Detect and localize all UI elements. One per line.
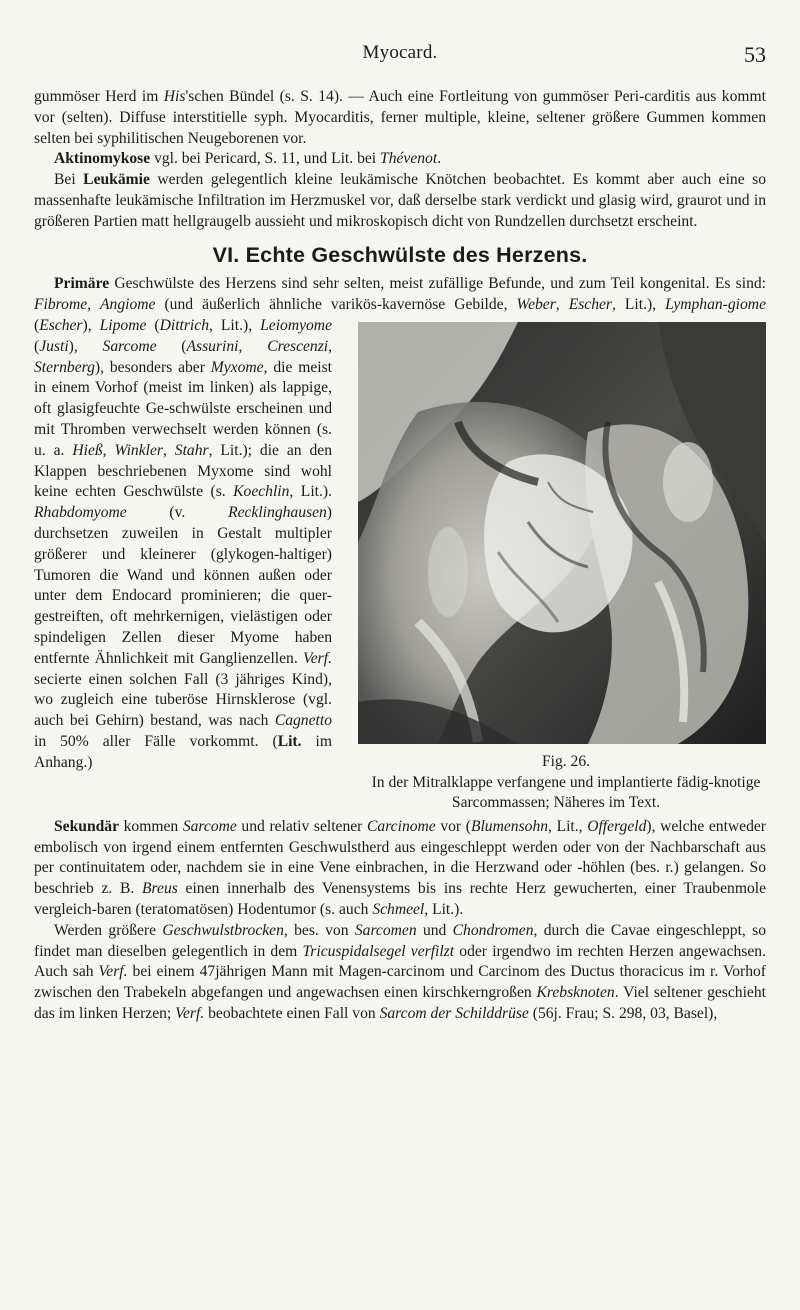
heart-specimen-photo [358, 322, 766, 744]
section-heading: VI. Echte Geschwülste des Herzens. [212, 242, 588, 267]
paragraph-geschwulstbrocken: Werden größere Geschwulstbrocken, bes. von Sarcomen und Chondromen, durch die Cavae eingeschleppt, so findet man dieselben gelegentlich in dem Tricuspidalsegel verfilzt oder irgendwo im rechten Herzen angewachsen. Auch sah Verf. bei einem 47jährigen Mann mit Magen-carcinom und Carcinom des Ductus thoracicus im r. Vorhof zwischen den Trabekeln abgefangen und angewachsen einen kirschkerngroßen Krebsknoten. Viel seltener geschieht das im linken Herzen; Verf. beobachtete einen Fall von Sarcom der Schilddrüse (56j. Frau; S. 298, 03, Basel), [34, 921, 767, 1022]
figure-label: Fig. 26. [541, 752, 591, 770]
page-header [34, 42, 766, 72]
running-title: Myocard. [362, 42, 438, 63]
figure-26 [346, 322, 766, 813]
paragraph-syphilis: gummöser Herd im His'schen Bündel (s. S. 14). — Auch eine Fortleitung von gummöser Peri-carditis aus kommt vor (selten). Diffuse interstitielle syph. Myocarditis, ferner multiple, kleine, seltener größere Gummen kommen selten bei syphilitischen Neugeborenen vor. [34, 88, 766, 147]
paragraph-leukaemie: Bei Leukämie werden gelegentlich kleine leukämische Knötchen beobachtet. Es kommt aber auch eine so massenhafte leukämische Infiltration im Herzmuskel vor, daß derselbe stark verdickt und glasig wird, graurot und in größeren Partien matt hellgraugelb aussieht und mikroskopisch dicht von Rundzellen durchsetzt erscheint. [34, 171, 767, 230]
body-text [34, 87, 766, 1025]
paragraph-primaere-geschwuelste: Primäre Geschwülste des Herzens sind sehr selten, meist zufällige Befunde, und zum Teil kongenital. Es sind: Fibrome, Angiome (und äußerlich ähnliche varikös-kavernöse Gebilde, Weber, Escher, Lit.), Fig. 26. In der Mitralklappe verfangene und implantierte fädig-knotige Sarcommassen; Näheres im Text. Lymphan-giome (Escher), Lipome (Dittrich, Lit.), Leiomyome (Justi), Sarcome (Assurini, Crescenzi, Sternberg), besonders aber Myxome, die meist in einem Vorhof (meist im linken) als lappige, oft glasigfeuchte Ge-schwülste erscheinen und mit Thromben verwechselt werden können (s. u. a. Hieß, Winkler, Stahr, Lit.); die an den Klappen beschriebenen Myxome sind wohl keine echten Geschwülste (s. Koechlin, Lit.). Rhabdomyome (v. Recklinghausen) durchsetzen zuweilen in Gestalt multipler größerer und kleinerer (glykogen-haltiger) Tumoren die Wand und können außen oder unter dem Endocard prominieren; die quer-gestreiften, oft mehrkernigen, vielästigen oder spindeligen Zellen dieser Myome haben entfernte Ähnlichkeit mit Ganglienzellen. Verf. secierte einen solchen Fall (3 jähriges Kind), wo zugleich eine tuberöse Hirnsklerose (vgl. auch bei Gehirn) bestand, was nach Cagnetto in 50% aller Fälle vorkommt. (Lit. im Anhang.) [34, 275, 766, 811]
figure-caption: In der Mitralklappe verfangene und implantierte fädig-knotige Sarcommassen; Näheres im Text. [371, 773, 761, 811]
page-number: 53 [744, 42, 766, 67]
paragraph-sekundaer: Sekundär kommen Sarcome und relativ seltener Carcinome vor (Blumensohn, Lit., Offergeld), welche entweder embolisch von irgend einem entfernten Geschwulstherd aus eingeschleppt werden oder von der Nachbarschaft aus per continuitatem oder, nachdem sie in eine Vene einbrachen, in die Herzwand oder -höhlen (bes. r.) gelangen. So beschrieb z. B. Breus einen innerhalb des Venensystems bis ins rechte Herz gewucherten, einer Traubenmole vergleich-baren (teratomatösen) Hodentumor (s. auch Schmeel, Lit.). [34, 817, 767, 918]
paragraph-aktinomykose: Aktinomykose vgl. bei Pericard, S. 11, und Lit. bei Thévenot. [54, 150, 442, 168]
